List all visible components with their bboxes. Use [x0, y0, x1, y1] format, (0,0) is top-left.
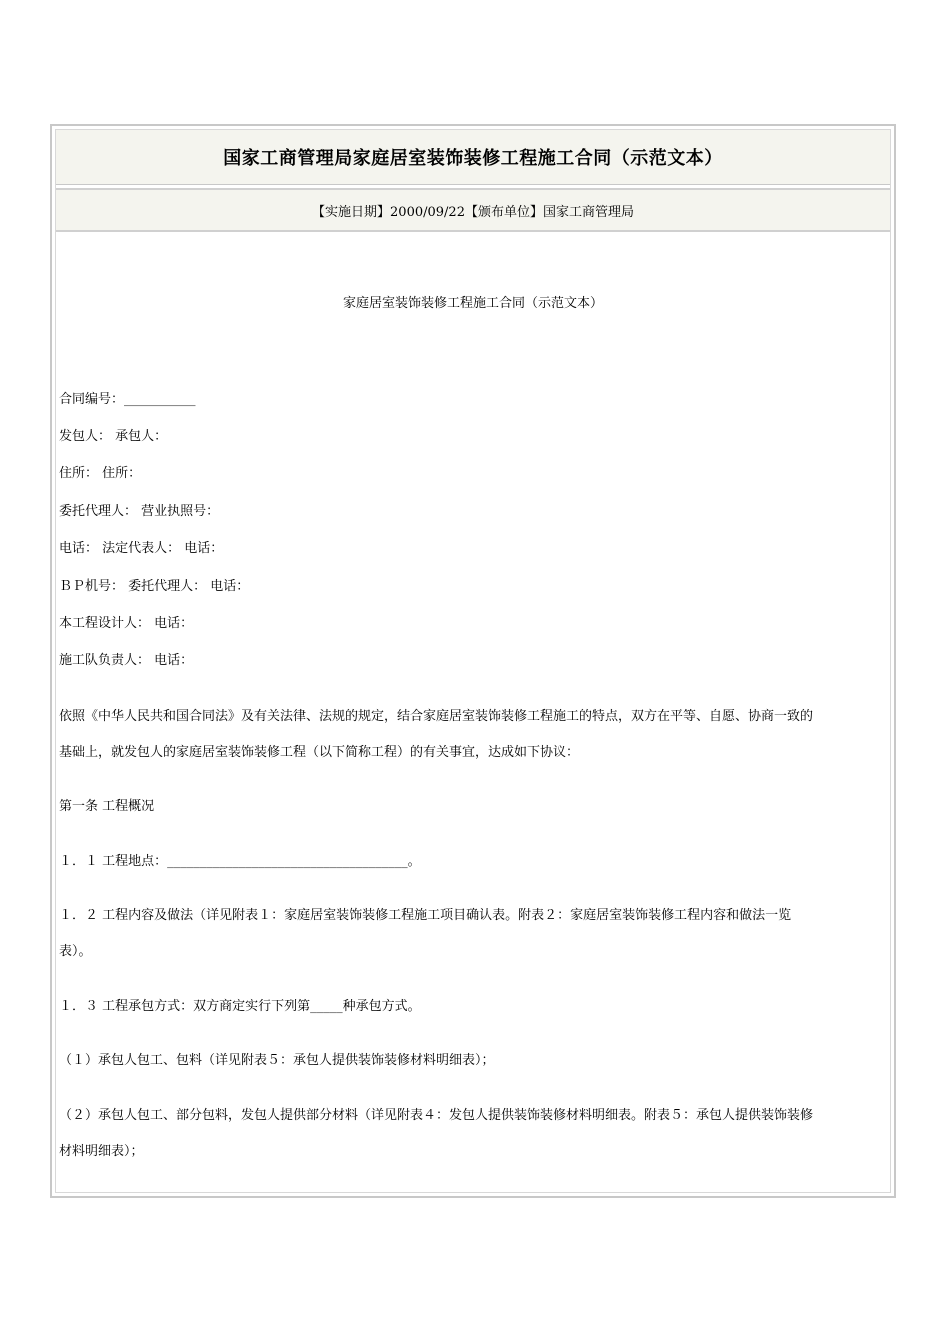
- field-address: 住所： 住所：: [59, 466, 142, 481]
- article-1-heading: 第一条 工程概况: [59, 799, 155, 814]
- document-frame: [50, 124, 896, 1198]
- meta-bar: [56, 188, 890, 232]
- item-1-3: １．３ 工程承包方式：双方商定实行下列第_____种承包方式。: [59, 999, 421, 1014]
- publication-meta: 【实施日期】2000/09/22【颁布单位】国家工商管理局: [312, 204, 634, 220]
- page-title: 国家工商管理局家庭居室装饰装修工程施工合同（示范文本）: [223, 148, 723, 169]
- option-1: （１）承包人包工、包料（详见附表５：承包人提供装饰装修材料明细表）；: [59, 1053, 495, 1068]
- item-1-2-line-1: １．２ 工程内容及做法（详见附表１：家庭居室装饰装修工程施工项目确认表。附表２：家庭居室装饰装修工程内容和做法一览: [59, 908, 792, 923]
- field-contract-number: 合同编号：___________: [59, 392, 196, 407]
- item-1-2-line-2: 表）。: [59, 944, 92, 959]
- option-2-line-1: （２）承包人包工、部分包料，发包人提供部分材料（详见附表４：发包人提供装饰装修材料明细表。附表５：承包人提供装饰装修: [59, 1108, 814, 1123]
- intro-paragraph-line-2: 基础上，就发包人的家庭居室装饰装修工程（以下简称工程）的有关事宜，达成如下协议：: [59, 745, 580, 760]
- intro-paragraph-line-1: 依照《中华人民共和国合同法》及有关法律、法规的规定，结合家庭居室装饰装修工程施工的特点，双方在平等、自愿、协商一致的: [59, 709, 814, 724]
- item-1-1: １．１ 工程地点：_____________________________________。: [59, 854, 421, 869]
- field-parties: 发包人： 承包人：: [59, 429, 168, 444]
- field-team-leader: 施工队负责人： 电话：: [59, 653, 194, 668]
- field-agent-license: 委托代理人： 营业执照号：: [59, 504, 220, 519]
- field-phone-representative: 电话： 法定代表人： 电话：: [59, 541, 224, 556]
- title-bar: [56, 130, 890, 185]
- field-designer: 本工程设计人： 电话：: [59, 616, 194, 631]
- document-body: [59, 234, 887, 1192]
- field-pager-agent: ＢＰ机号： 委托代理人： 电话：: [59, 579, 250, 594]
- option-2-line-2: 材料明细表）；: [59, 1144, 144, 1159]
- document-subtitle: 家庭居室装饰装修工程施工合同（示范文本）: [342, 296, 603, 311]
